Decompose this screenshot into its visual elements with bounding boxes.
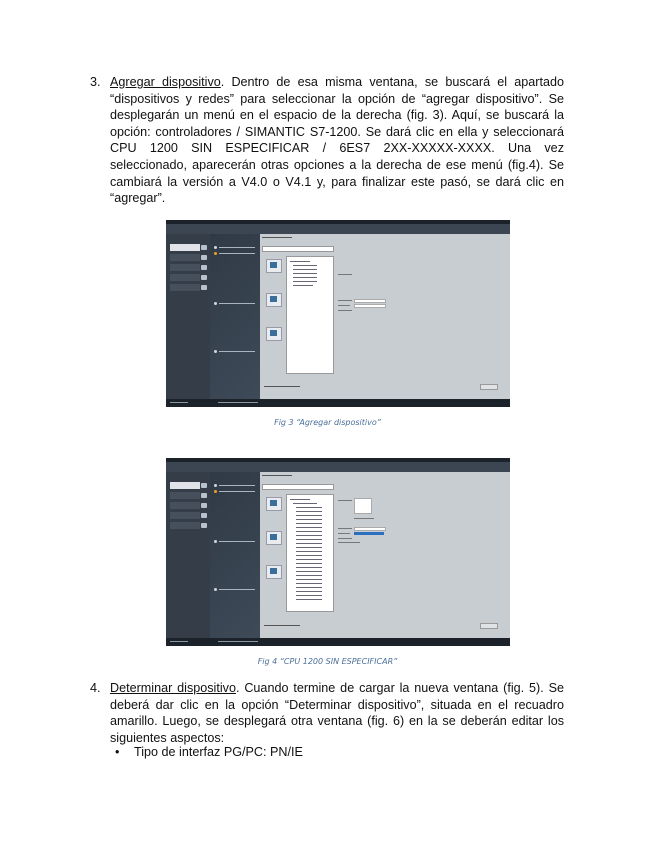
figure-4-caption: Fig 4 “CPU 1200 SIN ESPECIFICAR” bbox=[257, 657, 398, 666]
bullet-marker: • bbox=[115, 745, 120, 759]
window-footer bbox=[166, 638, 510, 646]
item-body bbox=[110, 74, 564, 207]
portal-options bbox=[210, 472, 260, 638]
item-number: 4. bbox=[90, 681, 101, 695]
figure-3-screenshot bbox=[166, 220, 510, 407]
add-device-panel bbox=[260, 234, 510, 399]
figure-3-caption: Fig 3 “Agregar dispositivo” bbox=[274, 418, 381, 427]
window-header bbox=[166, 462, 510, 472]
item-heading: Determinar dispositivo bbox=[110, 681, 236, 695]
item-text: . Cuando termine de cargar la nueva ventana (fig. 5). Se deberá dar clic en la opción “Determinar dispositivo”, situada en el recuadro amarillo. Luego, se desplegará otra ventana (fig. 6) en la se deberán editar los siguientes aspectos: bbox=[110, 681, 565, 745]
window-footer bbox=[166, 399, 510, 407]
bullet-text: Tipo de interfaz PG/PC: PN/IE bbox=[134, 745, 303, 759]
item-heading: Agregar dispositivo bbox=[110, 75, 221, 89]
window-header bbox=[166, 224, 510, 234]
add-device-panel bbox=[260, 472, 510, 638]
item-text: . Dentro de esa misma ventana, se buscará el apartado “dispositivos y redes” para seleccionar la opción de “agregar dispositivo”. Se desplegarán un menú en el espacio de la derecha (fig. 3). Aquí, se buscará la opción: controladores / SIMANTIC S7-1200. Se dará clic en ella y seleccionará CPU 1200 SIN ESPECIFICAR / 6ES7 2XX-XXXXX-XXXX. Una vez seleccionado, aparecerán otras opciones a la derecha de ese menú (fig.4). Se cambiará la versión a V4.0 o V4.1 y, para finalizar este pasó, se dará clic en “agregar”. bbox=[110, 75, 564, 206]
item-number: 3. bbox=[90, 75, 101, 89]
figure-4-screenshot bbox=[166, 458, 510, 646]
portal-sidebar bbox=[166, 234, 210, 399]
portal-sidebar bbox=[166, 472, 210, 638]
portal-options bbox=[210, 234, 260, 399]
item-body bbox=[110, 680, 564, 746]
